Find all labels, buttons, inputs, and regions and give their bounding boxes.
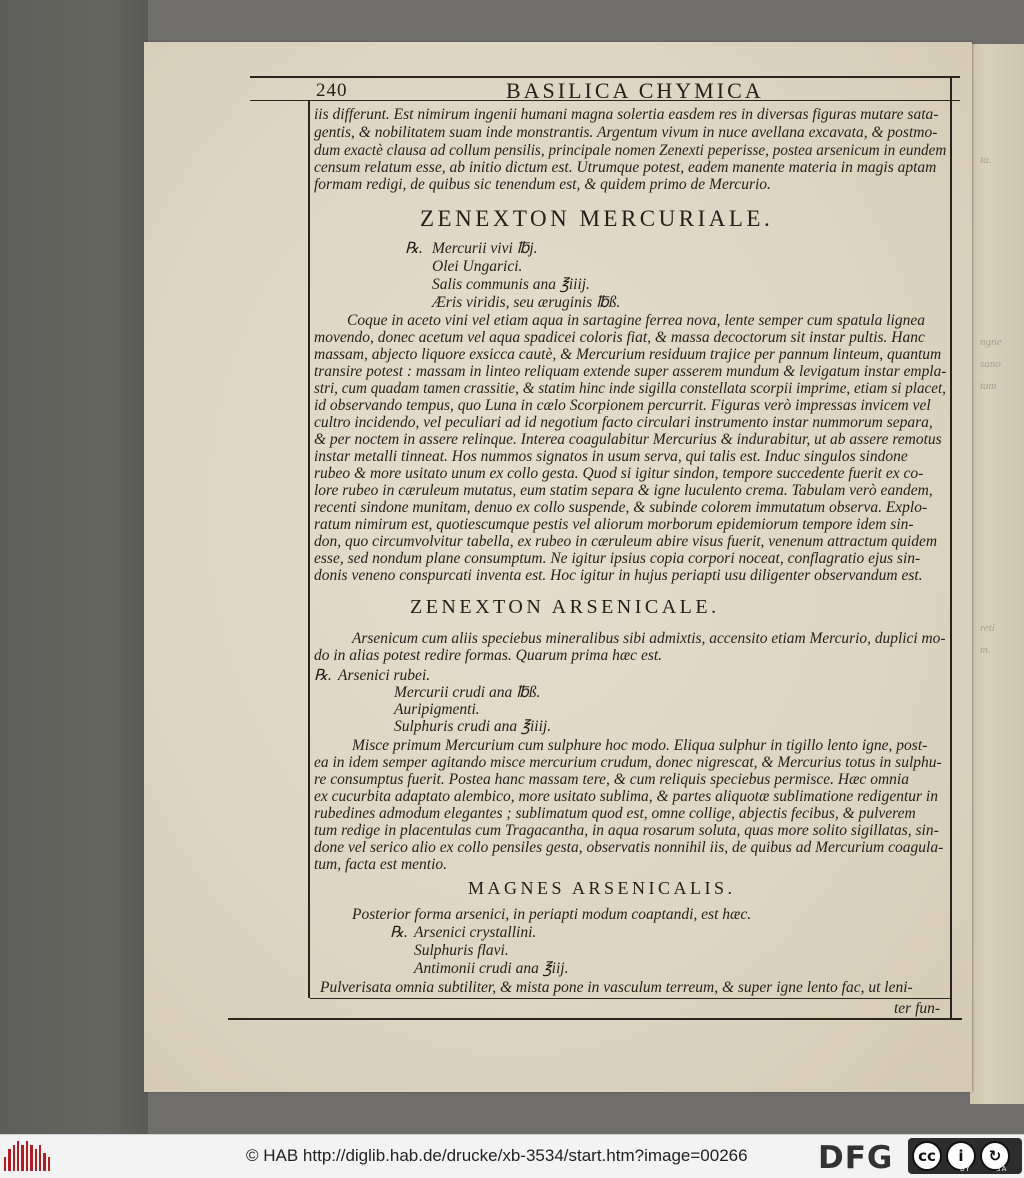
text-line: & per noctem in assere relinque. Interea coagulabitur Mercurius & indurabitur, ut ab assere remotus (314, 431, 942, 448)
recipe-item: Antimonii crudi ana ℥iij. (414, 960, 569, 977)
text-line: Misce primum Mercurium cum sulphure hoc modo. Eliqua sulphur in tigillo lento igne, post- (352, 737, 928, 754)
text-line: ratum nimirum est, quotiescumque pestis vel aliorum morborum epidemiorum tempore idem sin- (314, 516, 914, 533)
running-title: BASILICA CHYMICA (506, 78, 764, 103)
section-heading: ZENEXTON ARSENICALE. (410, 596, 720, 618)
recipe-item: Sulphuris flavi. (414, 942, 509, 959)
recipe-symbol: ℞. (405, 240, 423, 257)
dfg-logo: DFG (818, 1140, 894, 1176)
text-line: rubeo & more usitato unum ex collo gesta. Quod si igitur sindon, tempore succedente fuerit ex co- (314, 465, 924, 482)
text-line: tum redige in placentulas cum Tragacantha, in aqua rosarum soluta, quas more solito sigillatas, sin- (314, 822, 939, 839)
by-attribution-icon: i (946, 1141, 976, 1171)
text-line: massam, abjecto liquore exsicca cautè, & Mercurium residuum trajice per pannum linteum, quantum (314, 346, 942, 363)
text-line: don, quo circumvolvitur tabella, ex rubeo in cæruleum abire visus fuerit, venenum attractum quidem (314, 533, 938, 550)
frame-right-rule (950, 78, 952, 1018)
text-line: Pulverisata omnia subtiliter, & mista pone in vasculum terreum, & super igne lento fac, ut leni- (320, 979, 913, 996)
frame-base-rule (228, 1018, 962, 1020)
text-line: rubedines admodum elegantes ; sublimatum quod est, omne collige, abjectis fecibus, & pulverem (314, 805, 916, 822)
text-line: Arsenicum cum aliis speciebus mineralibus sibi admixtis, accensito etiam Mercurio, duplici mo- (352, 630, 946, 647)
section-heading: MAGNES ARSENICALIS. (468, 878, 736, 898)
text-line: id observando tempus, quo Luna in cælo Scorpionem percurrit. Figuras verò impressas invicem vel (314, 397, 931, 414)
text-line: lore rubeo in cæruleum mutatus, eum statim separa & igne luculento crema. Tabulam verò eandem, (314, 482, 933, 499)
scanner-background (0, 0, 148, 1134)
text-line: esse, sed nondum plane consumptum. Ne igitur ipsius copia corpori noceat, conflagratio ejus sin- (314, 550, 921, 567)
text-line: done vel serico alio ex collo pensiles gesta, observatis nonnihil iis, de quibus ad Mercurium coagula- (314, 839, 944, 856)
text-line: do in alias potest redire formas. Quarum prima hæc est. (314, 647, 663, 664)
text-line: iis differunt. Est nimirum ingenii humani magna solertia easdem res in diversas figuras mutare sata- (314, 106, 939, 123)
recipe-item: Æris viridis, seu æruginis ℔ß. (432, 294, 621, 311)
text-line: recenti sindone munitam, denuo ex collo suspende, & subinde colorem immutatum observa. Explo- (314, 499, 928, 516)
text-line: donis veneno conspurcati inventa est. Hoc igitur in hujus periapti usu diligenter observandum est. (314, 567, 923, 584)
text-line: ex cucurbita adaptato alembico, more usitato sublima, & partes aliquotæ sublimatione redigentur in (314, 788, 938, 805)
copyright-link[interactable]: © HAB http://diglib.hab.de/drucke/xb-3534/start.htm?image=00266 (246, 1146, 748, 1165)
text-line: transire potest : massam in linteo reliquam extende super asserem mundum & levigatum instar empla- (314, 363, 947, 380)
text-line: Coque in aceto vini vel etiam aqua in sartagine ferrea nova, lente semper cum spatula lignea (347, 312, 925, 329)
cc-icon: cc (912, 1141, 942, 1171)
recipe-symbol: ℞. (314, 667, 332, 684)
hab-logo-icon (4, 1141, 50, 1171)
text-line: stri, cum quadam tamen crassitie, & statim hinc inde sigilla constellata scorpii imprime, etiam si placet, (314, 380, 946, 397)
sa-label: SA (996, 1165, 1008, 1173)
page-number: 240 (316, 80, 348, 101)
catchword: ter fun- (894, 1000, 941, 1017)
section-heading: ZENEXTON MERCURIALE. (420, 206, 774, 231)
recipe-item: Mercurii vivi ℔j. (432, 240, 538, 257)
text-line: formam redigi, de quibus sic tenendum est, & quidem primo de Mercurio. (314, 176, 771, 193)
text-line: instar metalli tinneat. Hos nummos signatos in usum serva, qui talis est. Induc singulos sindone (314, 448, 908, 465)
text-line: censum relatum esse, ab initio dictum est. Utrumque potest, eadem manente materia in magis aptam (314, 159, 937, 176)
attribution-bar (0, 1134, 1024, 1178)
recipe-item: Salis communis ana ℥iiij. (432, 276, 590, 293)
text-line: tum, facta est mentio. (314, 856, 448, 873)
recipe-item: Mercurii crudi ana ℔ß. (394, 684, 541, 701)
facing-page-edge (970, 44, 1024, 1104)
recipe-item: Sulphuris crudi ana ℥iiij. (394, 718, 552, 735)
text-line: re consumptus fuerit. Postea hanc massam tere, & cum reliquis speciebus permisce. Hæc omnia (314, 771, 909, 788)
frame-bottom-rule (310, 998, 950, 999)
frame-left-rule (308, 100, 310, 998)
text-line: cultro incidendo, vel peculiari ad id negotium facto circulari instrumento instar nummorum separa, (314, 414, 933, 431)
text-line: Posterior forma arsenici, in periapti modum coaptandi, est hæc. (352, 906, 752, 923)
facing-page-text: ta. ngne sano tam reti m. (980, 154, 1002, 656)
cc-license-badge[interactable] (908, 1138, 1022, 1174)
by-label: BY (960, 1165, 971, 1173)
recipe-symbol: ℞. (390, 924, 408, 941)
text-line: ea in idem semper agitando misce mercurium crudum, donec nigrescat, & Mercurius totus in sulphu- (314, 754, 942, 771)
recipe-item: Arsenici crystallini. (414, 924, 537, 941)
text-line: movendo, donec acetum vel aqua spadicei coloris fiat, & massa decoctorum sit instar pultis. Hanc (314, 329, 925, 346)
share-alike-icon: ↻ (980, 1141, 1010, 1171)
text-line: dum exactè clausa ad collum pensilis, principale nomen Zenexti peperisse, postea arsenicum in eundem (314, 142, 947, 159)
recipe-item: Olei Ungarici. (432, 258, 523, 275)
recipe-item: Auripigmenti. (394, 701, 480, 718)
recipe-item: Arsenici rubei. (338, 667, 431, 684)
text-line: gentis, & nobilitatem suam inde monstrantis. Argentum vivum in nuce avellana excavata, & postmo- (314, 124, 938, 141)
